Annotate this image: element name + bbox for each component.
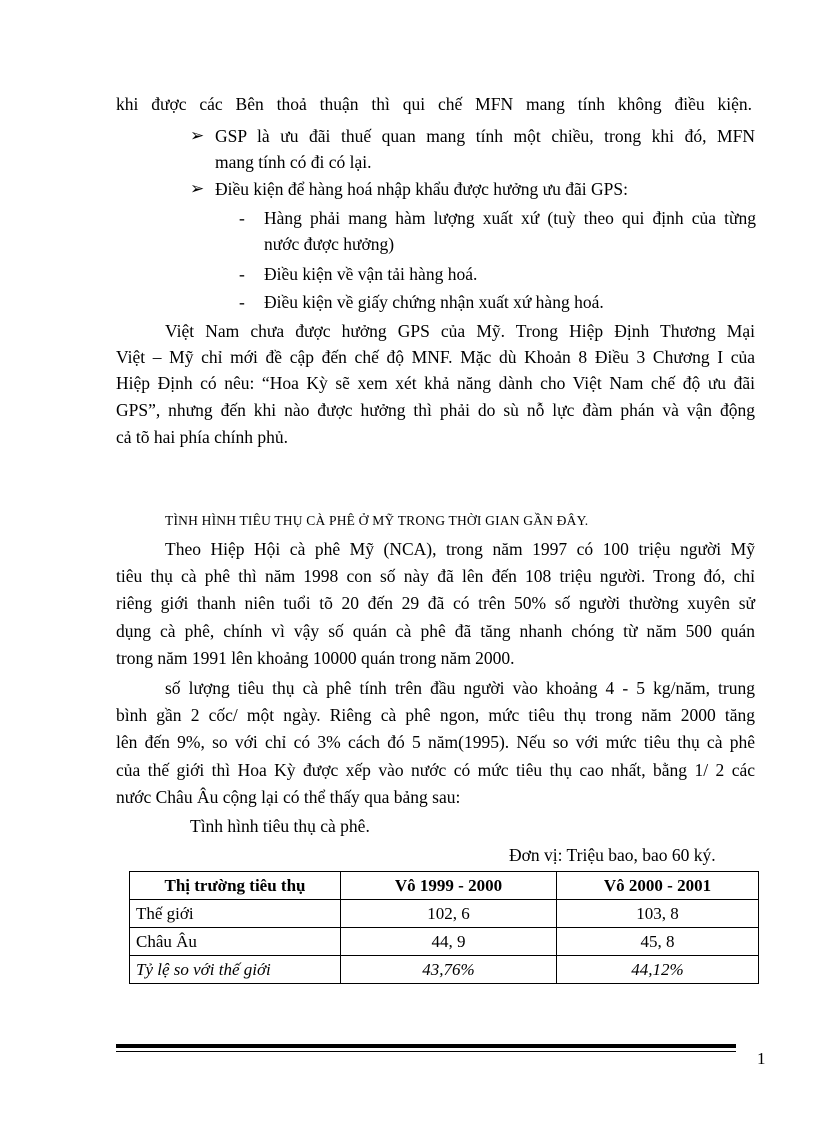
table-row bbox=[130, 928, 759, 956]
dash-bullet: - bbox=[239, 208, 245, 228]
section-heading: TÌNH HÌNH TIÊU THỤ CÀ PHÊ Ở MỸ TRONG THỜI GIAN GẦN ĐÂY. bbox=[165, 513, 589, 528]
paragraph-line: Việt Nam chưa được hưởng GPS của Mỹ. Trong Hiệp Định Thương Mại bbox=[165, 321, 755, 341]
paragraph-line: trong năm 1991 lên khoảng 10000 quán trong năm 2000. bbox=[116, 648, 515, 668]
table-row bbox=[130, 956, 759, 984]
table-cell: 102, 6 bbox=[341, 900, 557, 928]
dash-item-text: Điều kiện về giấy chứng nhận xuất xứ hàng hoá. bbox=[264, 292, 604, 312]
column-header: Thị trường tiêu thụ bbox=[130, 872, 341, 900]
paragraph-line: Việt – Mỹ chỉ mới đề cập đến chế độ MNF. Mặc dù Khoản 8 Điều 3 Chương I của bbox=[116, 347, 755, 367]
paragraph-line: riêng giới thanh niên tuổi tõ 20 đến 29 đã có trên 50% số người thường xuyên sử bbox=[116, 593, 755, 613]
table-caption: Tình hình tiêu thụ cà phê. bbox=[190, 816, 370, 836]
table-cell: 45, 8 bbox=[557, 928, 759, 956]
table-header-row bbox=[130, 872, 759, 900]
bullet-text: mang tính có đi có lại. bbox=[215, 152, 372, 172]
unit-note: Đơn vị: Triệu bao, bao 60 ký. bbox=[509, 845, 716, 865]
table-cell: 43,76% bbox=[341, 956, 557, 984]
paragraph-line: bình gần 2 cốc/ một ngày. Riêng cà phê ngon, mức tiêu thụ trong năm 2000 tăng bbox=[116, 705, 755, 725]
page-number: 1 bbox=[757, 1049, 766, 1068]
dash-bullet: - bbox=[239, 264, 245, 284]
paragraph-line: số lượng tiêu thụ cà phê tính trên đầu người vào khoảng 4 - 5 kg/năm, trung bbox=[165, 678, 755, 698]
paragraph-line: lên đến 9%, so với chỉ có 3% cách đó 5 năm(1995). Nếu so với mức tiêu thụ cà phê bbox=[116, 732, 755, 752]
table-cell: Thế giới bbox=[130, 900, 341, 928]
table-cell: 44, 9 bbox=[341, 928, 557, 956]
column-header: Vô 2000 - 2001 bbox=[557, 872, 759, 900]
dash-item-text: Hàng phải mang hàm lượng xuất xứ (tuỳ theo qui định của từng bbox=[264, 208, 756, 228]
table-row bbox=[130, 900, 759, 928]
arrow-bullet-icon: ➢ bbox=[190, 179, 205, 198]
dash-item-text: Điều kiện về vận tải hàng hoá. bbox=[264, 264, 478, 284]
table-cell: 103, 8 bbox=[557, 900, 759, 928]
table-cell: Châu Âu bbox=[130, 928, 341, 956]
dash-bullet: - bbox=[239, 292, 245, 312]
bullet-text: GSP là ưu đãi thuế quan mang tính một chiều, trong khi đó, MFN bbox=[215, 126, 755, 146]
footer-rule-thin bbox=[116, 1051, 736, 1052]
paragraph-line: khi được các Bên thoả thuận thì qui chế MFN mang tính không điều kiện. bbox=[116, 94, 752, 114]
paragraph-line: Theo Hiệp Hội cà phê Mỹ (NCA), trong năm 1997 có 100 triệu người Mỹ bbox=[165, 539, 755, 559]
dash-item-text: nước được hưởng) bbox=[264, 234, 395, 254]
footer-rule bbox=[116, 1044, 736, 1048]
table-cell: 44,12% bbox=[557, 956, 759, 984]
paragraph-line: tiêu thụ cà phê thì năm 1998 con số này đã lên đến 108 triệu người. Trong đó, chỉ bbox=[116, 566, 755, 586]
paragraph-line: của thế giới thì Hoa Kỳ được xếp vào nước có mức tiêu thụ cao nhất, bằng 1/ 2 các bbox=[116, 760, 755, 780]
paragraph-line: Hiệp Định có nêu: “Hoa Kỳ sẽ xem xét khả năng dành cho Việt Nam chế độ ưu đãi bbox=[116, 373, 755, 393]
arrow-bullet-icon: ➢ bbox=[190, 126, 205, 145]
bullet-text: Điều kiện để hàng hoá nhập khẩu được hưởng ưu đãi GPS: bbox=[215, 179, 628, 199]
table-cell: Tỷ lệ so với thế giới bbox=[130, 956, 341, 984]
column-header: Vô 1999 - 2000 bbox=[341, 872, 557, 900]
paragraph-line: cả tõ hai phía chính phủ. bbox=[116, 427, 289, 447]
paragraph-line: dụng cà phê, chính vì vậy số quán cà phê đã tăng nhanh chóng từ năm 500 quán bbox=[116, 621, 755, 641]
consumption-table bbox=[129, 871, 759, 984]
paragraph-line: nước Châu Âu cộng lại có thể thấy qua bảng sau: bbox=[116, 787, 461, 807]
paragraph-line: GPS”, nhưng đến khi nào được hưởng thì phải do sù nỗ lực đàm phán và vận động bbox=[116, 400, 755, 420]
